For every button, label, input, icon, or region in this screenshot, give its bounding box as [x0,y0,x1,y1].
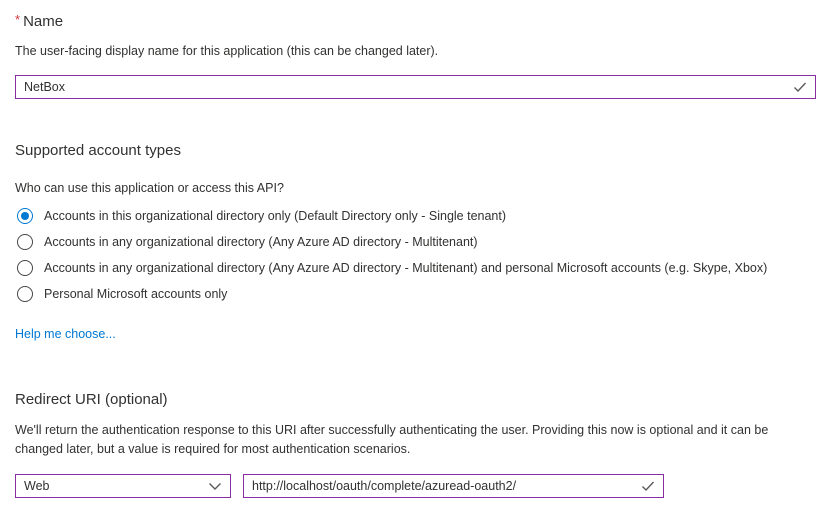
checkmark-icon [641,480,655,492]
redirect-uri-field-container [243,474,664,498]
account-type-option-single-tenant[interactable] [15,203,815,229]
redirect-uri-heading: Redirect URI (optional) [15,391,168,408]
account-type-options [15,203,815,307]
radio-label: Accounts in any organizational directory (Any Azure AD directory - Multitenant) and personal Microsoft accounts (e.g. Skype, Xbox) [44,261,768,275]
supported-account-types-heading: Supported account types [15,142,181,159]
name-section-heading [15,10,63,32]
radio-label: Accounts in any organizational directory (Any Azure AD directory - Multitenant) [44,235,478,249]
redirect-uri-description: We'll return the authentication response to this URI after successfully authenticating the user. Providing this now is optional and it can be changed later, but a value is required for most authentication scenarios. [15,423,769,456]
account-types-question: Who can use this application or access this API? [15,181,284,195]
radio-label: Accounts in this organizational directory only (Default Directory only - Single tenant) [44,209,507,223]
chevron-down-icon [208,482,222,491]
radio-label: Personal Microsoft accounts only [44,287,228,301]
redirect-uri-input[interactable] [252,479,633,493]
platform-select[interactable] [15,474,231,498]
name-label: Name [23,13,64,30]
required-asterisk: * [15,12,21,27]
platform-select-value: Web [24,479,50,493]
account-type-option-multitenant-personal[interactable] [15,255,815,281]
account-type-option-personal-only[interactable] [15,281,815,307]
radio-button-selected[interactable] [17,208,33,224]
name-description: The user-facing display name for this application (this can be changed later). [15,44,439,58]
checkmark-icon [793,81,807,93]
redirect-uri-row [15,474,664,498]
name-field-container [15,75,816,99]
radio-button[interactable] [17,234,33,250]
name-input[interactable] [24,80,785,94]
help-me-choose-link[interactable]: Help me choose... [15,327,116,341]
radio-button[interactable] [17,286,33,302]
account-type-option-multitenant[interactable] [15,229,815,255]
radio-button[interactable] [17,260,33,276]
